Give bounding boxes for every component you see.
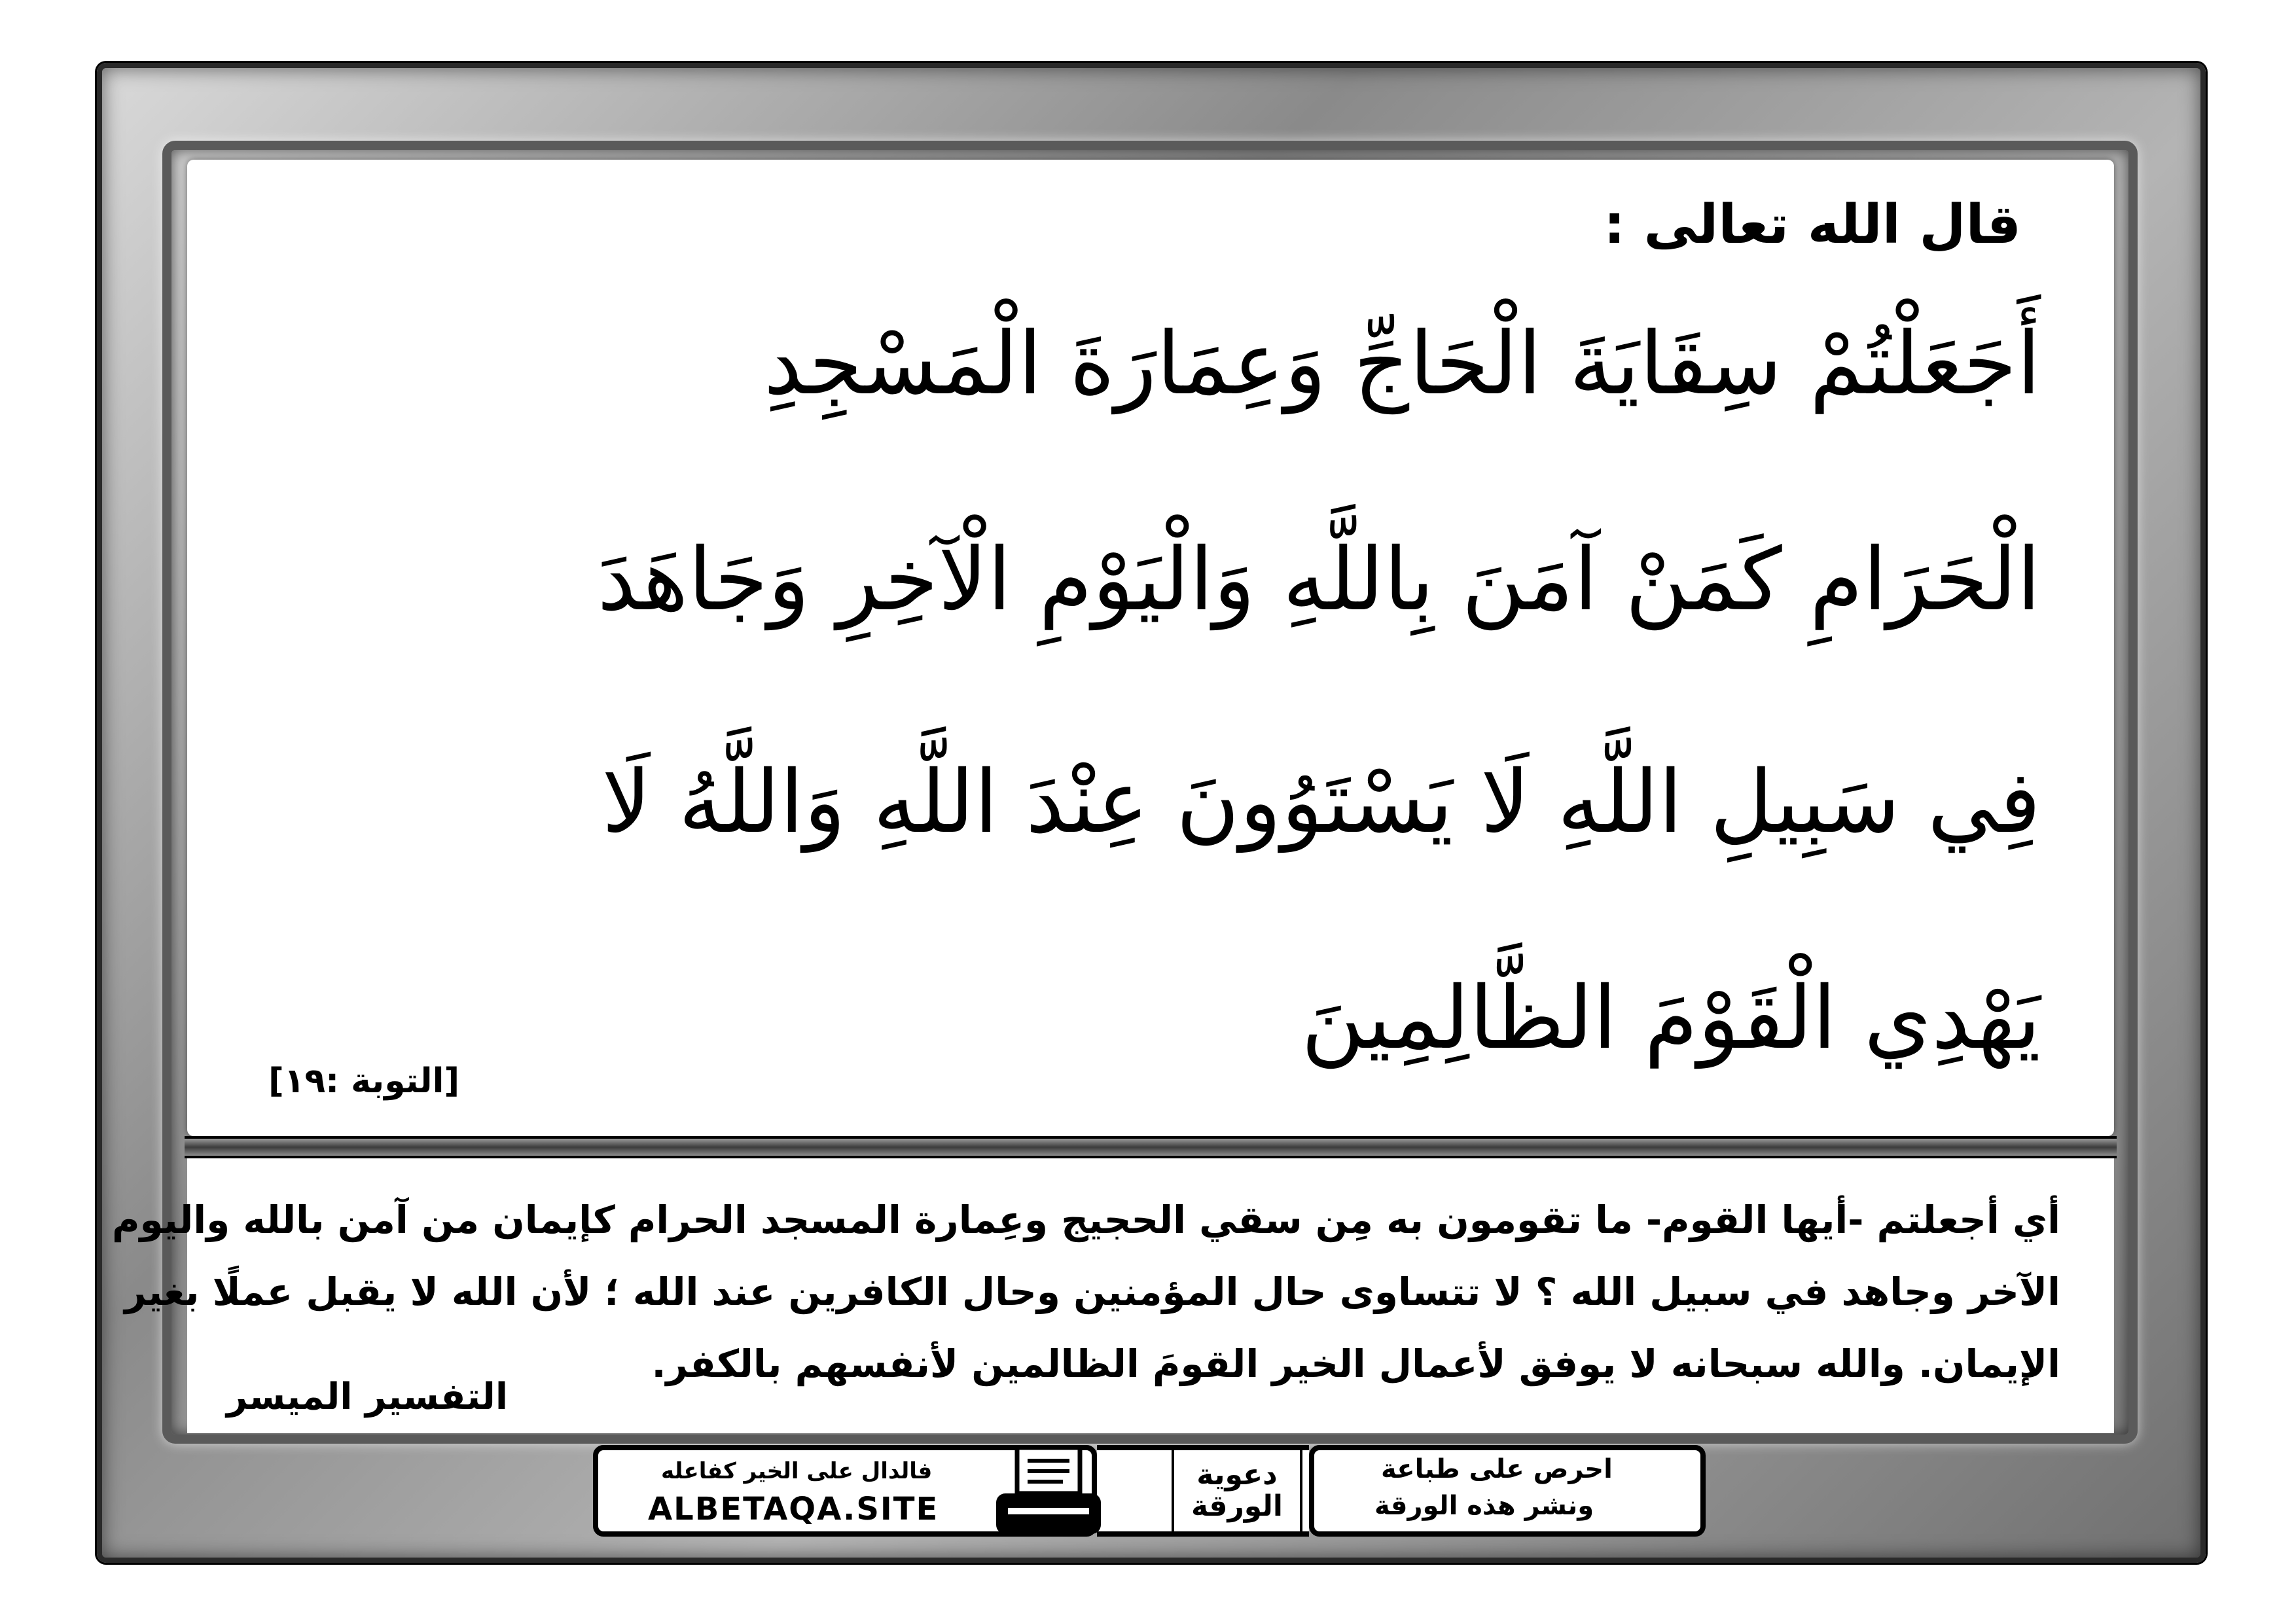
panel-divider <box>185 1136 2117 1158</box>
printer-icon <box>991 1442 1106 1541</box>
dawah-logo <box>1172 1448 1302 1534</box>
tafsir-line-3: الإيمان. والله سبحانه لا يوفق لأعمال الخير القومَ الظالمين لأنفسهم بالكفر. <box>651 1342 2060 1386</box>
tafsir-source: التفسير الميسر <box>226 1376 509 1418</box>
site-link[interactable]: ALBETAQA.SITE <box>648 1491 939 1527</box>
logo-word-1: دعوية <box>1196 1457 1278 1491</box>
verse-line-3: فِي سَبِيلِ اللَّهِ لَا يَسْتَوُونَ عِنْدَ اللَّهِ وَاللَّهُ لَا <box>601 752 2041 853</box>
verse-line-4: يَهْدِي الْقَوْمَ الظَّالِمِينَ <box>1301 968 2041 1069</box>
verse-line-1: أَجَعَلْتُمْ سِقَايَةَ الْحَاجِّ وَعِمَارَةَ الْمَسْجِدِ <box>763 313 2041 414</box>
surah-reference: [التوبة :١٩] <box>268 1061 460 1101</box>
verse-line-2: الْحَرَامِ كَمَنْ آمَنَ بِاللَّهِ وَالْيَوْمِ الْآخِرِ وَجَاهَدَ <box>597 529 2041 630</box>
logo-word-2: الورقة <box>1191 1489 1283 1523</box>
tafsir-line-1: أي أجعلتم -أيها القوم- ما تقومون به مِن سقي الحجيج وعِمارة المسجد الحرام كإيمان من آمن بالله واليوم <box>111 1198 2060 1242</box>
tafsir-line-2: الآخر وجاهد في سبيل الله ؟ لا تتساوى حال المؤمنين وحال الكافرين عند الله ؛ لأن الله لا يقبل عملًا بغير <box>124 1270 2060 1314</box>
verse-intro: قال الله تعالى : <box>1604 194 2021 256</box>
footer-motto: فالدال على الخير كفاعله <box>661 1458 933 1484</box>
footer-print-line-1: احرص على طباعة <box>1381 1454 1613 1484</box>
footer-print-line-2: ونشر هذه الورقة <box>1374 1491 1594 1521</box>
